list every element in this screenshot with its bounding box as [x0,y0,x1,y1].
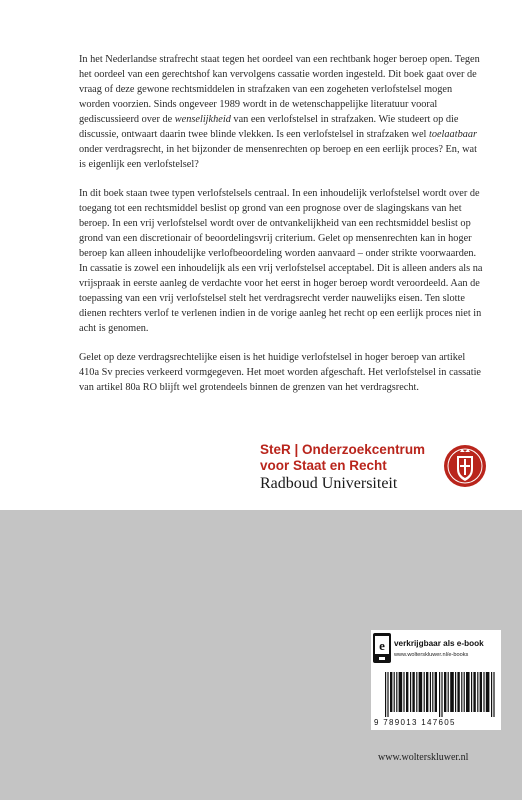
blurb-paragraph-2: In dit boek staan twee typen verlofstelsels centraal. In een inhoudelijk verlofstelsel wordt over de toegang tot een rechtsmiddel beslist op grond van een prognose over de slagingskans van het beroep. In een vrij verlofstelsel wordt over de ontvankelijkheid van een rechtsmiddel beslist op grond van een discretionair of beoordelingsvrij criterium. Gelet op mensenrechten kan in hoger beroep kan alleen inhoudelijke verlofbeoordeling worden aanvaard – onder strikte voorwaarden. In cassatie is zowel een inhoudelijk als een vrij verlofstelsel acceptabel. Dit is alleen anders als na vrijspraak in eerste aanleg de verdachte voor het eerst in hoger beroep wordt veroordeeld. Aan de toepassing van een vrij verlofstelsel stelt het verdragsrecht verder nauwelijks eisen. Ten slotte dienen rechters verlof te verlenen indien in de vorige aanleg het recht op een eerlijk proces niet in acht is genomen. [79,188,483,334]
isbn-barcode [385,672,497,717]
back-cover-blurb [79,52,484,409]
logo-line-2: voor Staat en Recht [260,458,387,473]
ebook-url[interactable]: www.wolterskluwer.nl/e-books [394,652,469,658]
ebook-title: verkrijgbaar als e-book [394,639,484,648]
blurb-paragraph-1: In het Nederlandse strafrecht staat tegen het oordeel van een rechtbank hoger beroep open. Tegen het oordeel van een gerechtshof kan vervolgens cassatie worden ingesteld. Dit boek gaat over de vraag of deze gewone rechtsmiddelen in strafzaken van een zogeheten verlofstelsel mogen worden voorzien. Sinds ongeveer 1989 wordt in de wetenschappelijke literatuur vooral gediscussieerd over de wenselijkheid van een verlofstelsel in strafzaken. Wie studeert op die discussie, ontwaart daarin twee blinde vlekken. Is een verlofstelsel in strafzaken wel toelaatbaar onder verdragsrecht, in het bijzonder de mensenrechten op beroep en een eerlijk proces? En, wat is eigenlijk een verlofstelsel? [79,54,480,170]
radboud-crest-icon [443,440,487,492]
publisher-url[interactable]: www.wolterskluwer.nl [378,752,469,763]
svg-text:e: e [379,638,385,653]
logo-line-1: SteR | Onderzoekcentrum [260,442,426,457]
blurb-paragraph-3: Gelet op deze verdragsrechtelijke eisen is het huidige verlofstelsel in hoger beroep van artikel 410a Sv precies verkeerd vormgegeven. Het moet worden afgeschaft. Het verlofstelsel in cassatie van artikel 80a RO blijft wel grotendeels binnen de grenzen van het verdragsrecht. [79,352,481,393]
isbn-digits: 9 789013 147605 [374,718,456,727]
logo-line-3: Radboud Universiteit [260,475,398,492]
emphasis-wenselijkheid: wenselijkheid [174,114,231,125]
ebook-icon [373,633,391,663]
emphasis-toelaatbaar: toelaatbaar [428,129,478,140]
